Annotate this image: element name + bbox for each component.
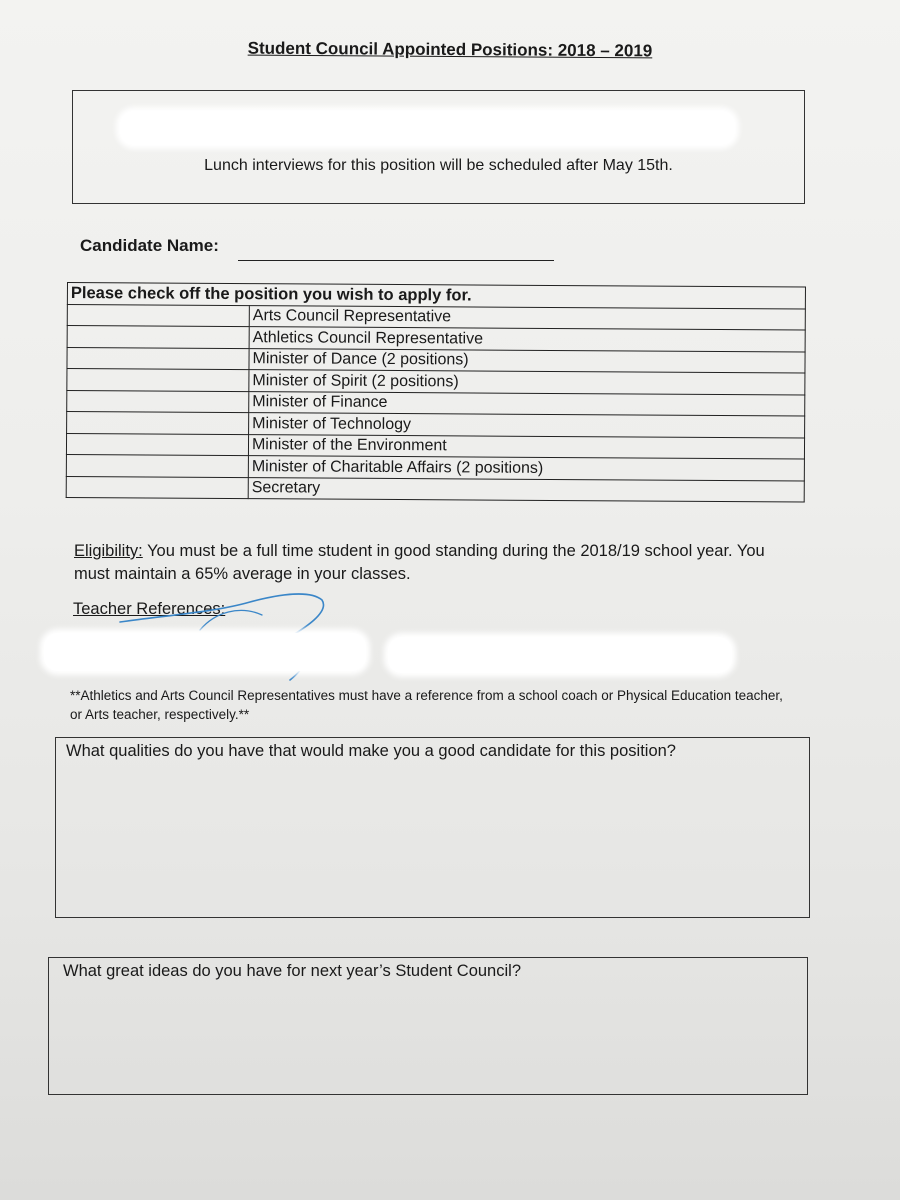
position-label: Minister of Technology [249, 413, 805, 438]
question-qualities: What qualities do you have that would make you a good candidate for this position? [66, 742, 676, 760]
position-label: Secretary [248, 477, 804, 502]
teacher-references-label: Teacher References: [73, 600, 226, 618]
position-label: Minister of Dance (2 positions) [249, 348, 805, 373]
eligibility-text: You must be a full time student in good standing during the 2018/19 school year. You must maintain a 65% average in your classes. [74, 542, 765, 583]
redacted-reference-2 [388, 637, 732, 673]
qualities-answer-box[interactable] [55, 737, 810, 918]
positions-header: Please check off the position you wish to apply for. [67, 283, 805, 309]
form-title: Student Council Appointed Positions: 2018 – 2019 [247, 38, 653, 61]
position-label: Minister of Charitable Affairs (2 positions) [248, 456, 804, 481]
candidate-name-label: Candidate Name: [80, 236, 219, 255]
references-note: **Athletics and Arts Council Representatives must have a reference from a school coach or Physical Education teacher, or Arts teacher, respectively.** [70, 688, 783, 722]
ideas-answer-box[interactable] [48, 957, 808, 1095]
question-ideas: What great ideas do you have for next year’s Student Council? [63, 962, 521, 980]
position-label: Arts Council Representative [249, 305, 805, 330]
position-label: Minister of the Environment [248, 434, 804, 459]
position-label: Minister of Finance [249, 391, 805, 416]
interview-note: Lunch interviews for this position will be scheduled after May 15th. [204, 157, 673, 174]
position-label: Minister of Spirit (2 positions) [249, 370, 805, 395]
redacted-reference-1 [44, 633, 366, 671]
position-label: Athletics Council Representative [249, 327, 805, 352]
eligibility-label: Eligibility: [74, 542, 143, 560]
